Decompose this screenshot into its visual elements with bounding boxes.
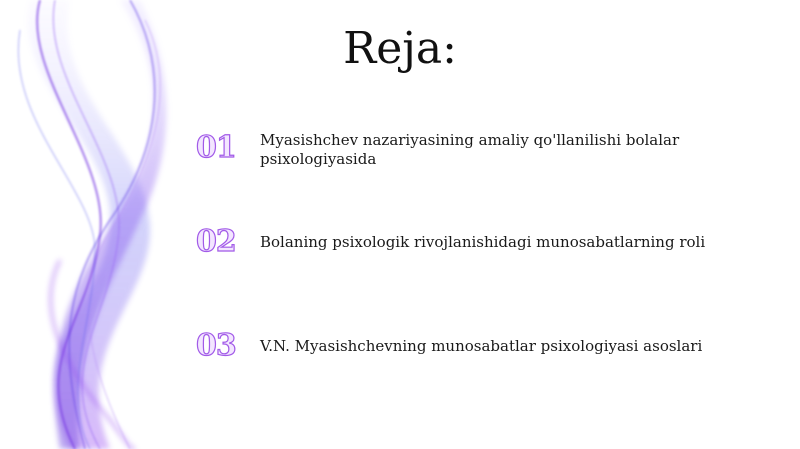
agenda-item-number: 03	[196, 328, 236, 363]
agenda-item-number: 02	[196, 224, 236, 259]
agenda-item-text: Bolaning psixologik rivojlanishidagi munosabatlarning roli	[260, 233, 706, 251]
agenda-item	[196, 328, 756, 388]
agenda-item-text: Myasishchev nazariyasining amaliy qo'llanilishi bolalar psixologiyasida	[260, 131, 680, 168]
agenda-item	[196, 224, 756, 284]
smoke-wave-decoration	[0, 0, 200, 449]
agenda-item	[196, 130, 756, 190]
agenda-item-text: V.N. Myasishchevning munosabatlar psixologiyasi asoslari	[260, 337, 703, 355]
slide-title: Reja:	[343, 23, 457, 74]
agenda-item-number: 01	[196, 130, 236, 165]
